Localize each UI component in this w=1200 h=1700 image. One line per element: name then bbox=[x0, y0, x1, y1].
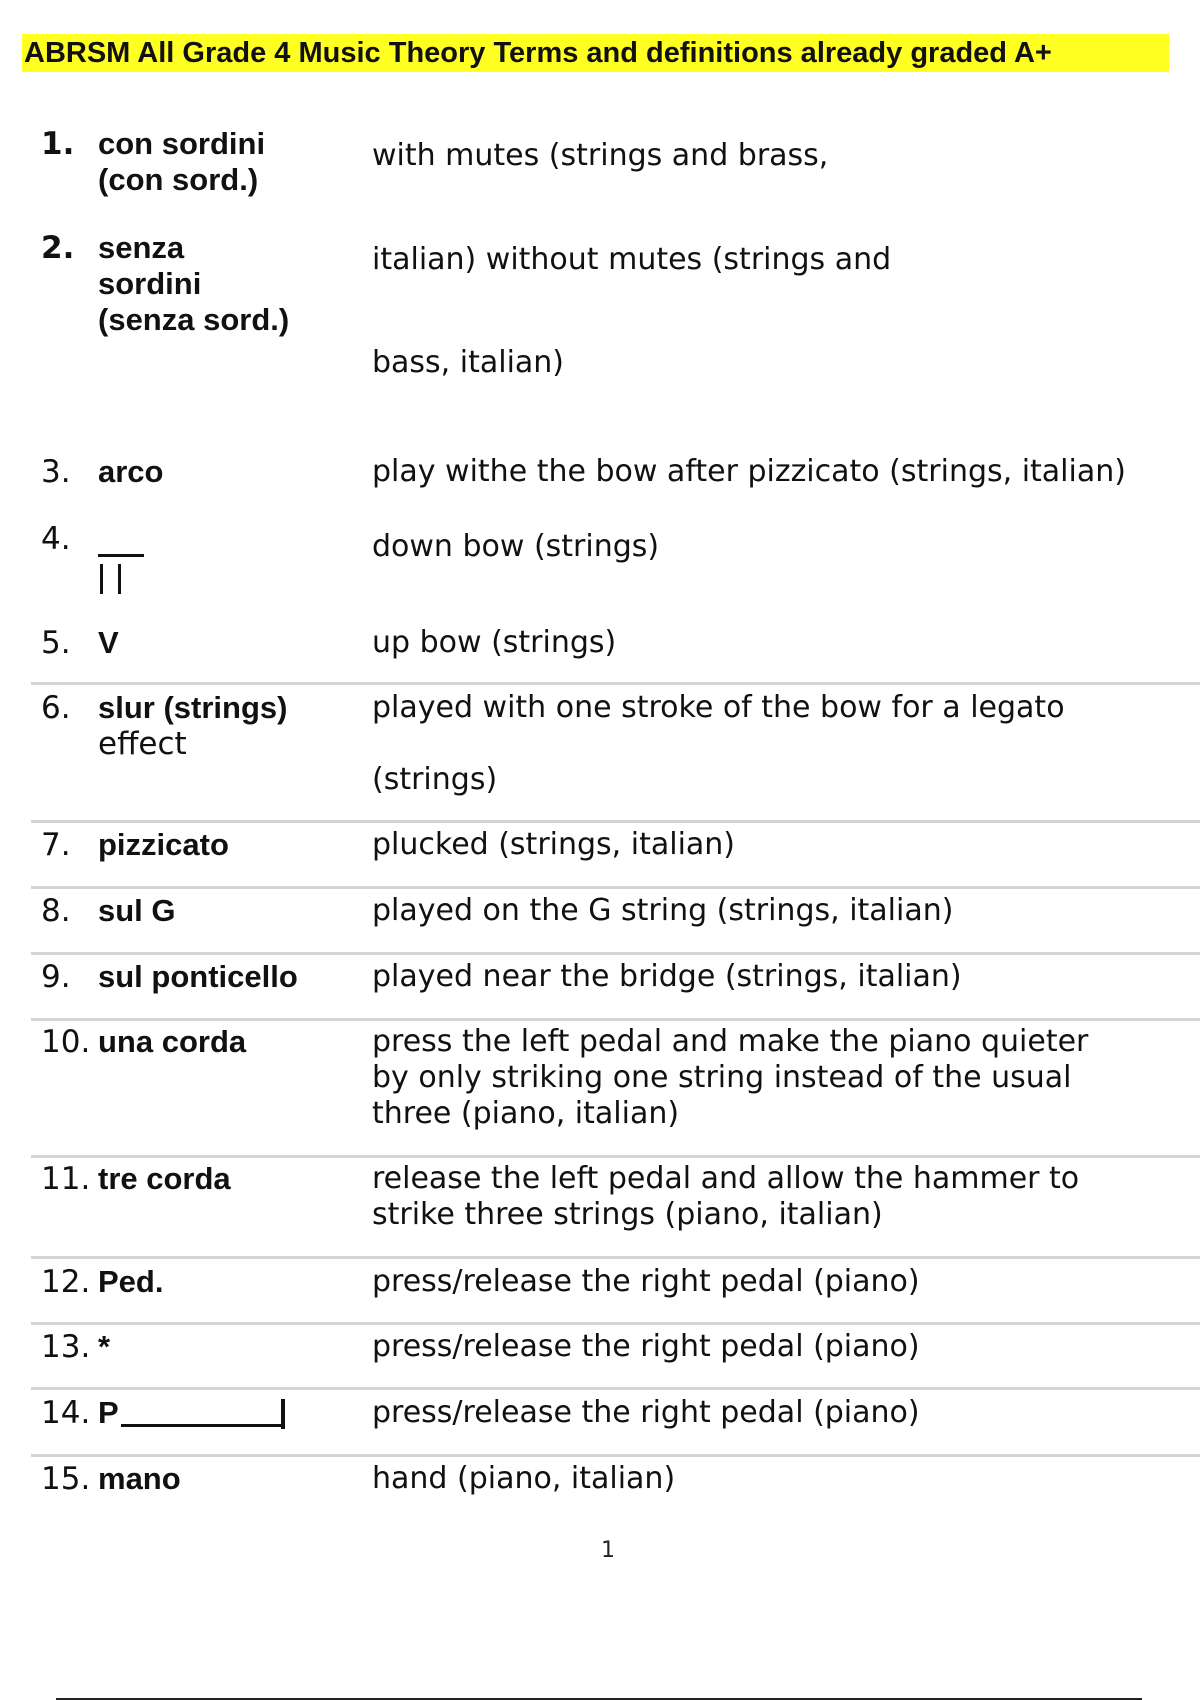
entry-definition: press the left pedal and make the piano quieter bbox=[372, 1024, 1089, 1059]
row-divider bbox=[31, 1018, 1200, 1021]
entry-term: tre corda bbox=[98, 1161, 231, 1196]
entry-definition: press/release the right pedal (piano) bbox=[372, 1395, 920, 1430]
entry-term: V bbox=[98, 625, 119, 660]
entry-number: 13. bbox=[41, 1329, 91, 1365]
entry-term: Ped. bbox=[98, 1264, 164, 1299]
term-line: (con sord.) bbox=[98, 162, 259, 197]
entry-definition: with mutes (strings and brass, bbox=[372, 138, 829, 173]
term-extra: effect bbox=[98, 726, 187, 762]
entry-term: * bbox=[98, 1329, 111, 1364]
entry-term: sul G bbox=[98, 893, 176, 928]
term-line: (senza sord.) bbox=[98, 302, 290, 337]
entry-term: sul ponticello bbox=[98, 959, 298, 994]
entry-term: una corda bbox=[98, 1024, 247, 1059]
entry-definition: press/release the right pedal (piano) bbox=[372, 1264, 920, 1299]
entry-number: 5. bbox=[41, 625, 71, 661]
row-divider bbox=[31, 1387, 1200, 1390]
entry-definition: (strings) bbox=[372, 762, 498, 797]
entry-definition: strike three strings (piano, italian) bbox=[372, 1197, 883, 1232]
entry-definition: up bow (strings) bbox=[372, 625, 617, 660]
entry-number: 15. bbox=[41, 1461, 91, 1497]
entry-term bbox=[98, 126, 358, 198]
entry-definition: by only striking one string instead of the usual bbox=[372, 1060, 1072, 1095]
entry-number: 1. bbox=[41, 126, 75, 162]
pedal-line-icon bbox=[121, 1424, 281, 1427]
entry-term: arco bbox=[98, 454, 164, 489]
row-divider bbox=[31, 952, 1200, 955]
document-title: ABRSM All Grade 4 Music Theory Terms and definitions already graded A+ bbox=[22, 34, 1169, 72]
entry-number: 12. bbox=[41, 1264, 91, 1300]
row-divider bbox=[31, 1454, 1200, 1457]
entry-definition: plucked (strings, italian) bbox=[372, 827, 736, 862]
term-line: slur (strings) bbox=[98, 690, 288, 725]
entry-number: 3. bbox=[41, 454, 71, 490]
row-divider bbox=[31, 1322, 1200, 1325]
entry-term bbox=[98, 1395, 358, 1431]
entry-definition: press/release the right pedal (piano) bbox=[372, 1329, 920, 1364]
entry-number: 9. bbox=[41, 959, 71, 995]
entry-definition: down bow (strings) bbox=[372, 529, 660, 564]
entry-term: mano bbox=[98, 1461, 181, 1496]
entry-definition: play withe the bow after pizzicato (strings, italian) bbox=[372, 454, 1126, 489]
term-line: senza bbox=[98, 230, 185, 265]
term-line: P bbox=[98, 1395, 119, 1430]
entry-number: 8. bbox=[41, 893, 71, 929]
entry-definition: played on the G string (strings, italian) bbox=[372, 893, 954, 928]
pedal-release-icon bbox=[281, 1399, 285, 1429]
row-divider bbox=[31, 682, 1200, 685]
entry-number: 6. bbox=[41, 690, 71, 726]
entry-number: 7. bbox=[41, 827, 71, 863]
entry-definition: three (piano, italian) bbox=[372, 1096, 680, 1131]
entry-number: 2. bbox=[41, 230, 75, 266]
entry-number: 10. bbox=[41, 1024, 91, 1060]
page-number: 1 bbox=[601, 1538, 615, 1563]
entry-definition: italian) without mutes (strings and bbox=[372, 242, 892, 277]
row-divider bbox=[31, 820, 1200, 823]
entry-definition: release the left pedal and allow the hammer to bbox=[372, 1161, 1080, 1196]
entry-term bbox=[98, 690, 358, 762]
term-line: sordini bbox=[98, 266, 202, 301]
term-line: con sordini bbox=[98, 126, 266, 161]
entry-definition: played near the bridge (strings, italian) bbox=[372, 959, 962, 994]
row-divider bbox=[31, 1256, 1200, 1259]
entry-number: 4. bbox=[41, 521, 71, 557]
down-bow-icon bbox=[98, 554, 144, 594]
entry-number: 11. bbox=[41, 1161, 91, 1197]
entry-definition: hand (piano, italian) bbox=[372, 1461, 676, 1496]
entry-term bbox=[98, 230, 358, 338]
row-divider bbox=[31, 886, 1200, 889]
entry-definition: played with one stroke of the bow for a legato bbox=[372, 690, 1065, 725]
entry-number: 14. bbox=[41, 1395, 91, 1431]
entry-term: pizzicato bbox=[98, 827, 229, 862]
entry-definition: bass, italian) bbox=[372, 345, 565, 380]
row-divider bbox=[31, 1155, 1200, 1158]
